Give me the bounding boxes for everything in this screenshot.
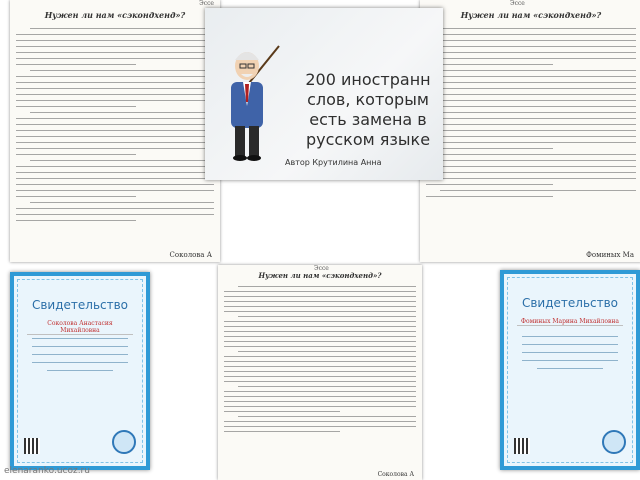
seal-icon <box>112 430 136 454</box>
presentation-slide <box>205 8 443 180</box>
essay-document-right <box>420 0 640 262</box>
slide-title-line-3: есть замена в <box>309 110 427 129</box>
essay-label: Эссе <box>510 0 525 7</box>
essay-signature: Фоминых Ма <box>586 251 634 259</box>
certificate-recipient: Фоминых Марина Михайловна <box>517 318 623 326</box>
slide-title-line-1: 200 иностранн <box>305 70 431 89</box>
slide-title-line-4: русском языке <box>305 130 431 149</box>
essay-signature: Соколова А <box>169 251 212 259</box>
essay-document-center <box>218 265 422 480</box>
slide-author: Автор Крутилина Анна <box>285 158 382 167</box>
essay-document-left <box>10 0 220 262</box>
essay-label: Эссе <box>314 265 329 272</box>
certificate-left <box>10 272 150 470</box>
certificate-recipient: Соколова Анастасия Михайловна <box>27 320 133 335</box>
certificate-right <box>500 270 640 470</box>
seal-icon <box>602 430 626 454</box>
essay-title: Нужен ли нам «сэкондхенд»? <box>44 10 186 20</box>
site-watermark: elenaranko.ucoz.ru <box>4 466 90 476</box>
qr-code-icon <box>24 438 40 454</box>
slide-title-line-2: слов, которым <box>307 90 429 109</box>
essay-title: Нужен ли нам «сэкондхенд»? <box>460 10 602 20</box>
certificate-title: Свидетельство <box>521 296 619 310</box>
teacher-illustration <box>207 26 287 176</box>
certificate-title: Свидетельство <box>31 298 129 312</box>
qr-code-icon <box>514 438 530 454</box>
essay-label: Эссе <box>199 0 214 7</box>
essay-signature: Соколова А <box>377 471 414 478</box>
essay-title: Нужен ли нам «сэкондхенд»? <box>258 271 382 280</box>
